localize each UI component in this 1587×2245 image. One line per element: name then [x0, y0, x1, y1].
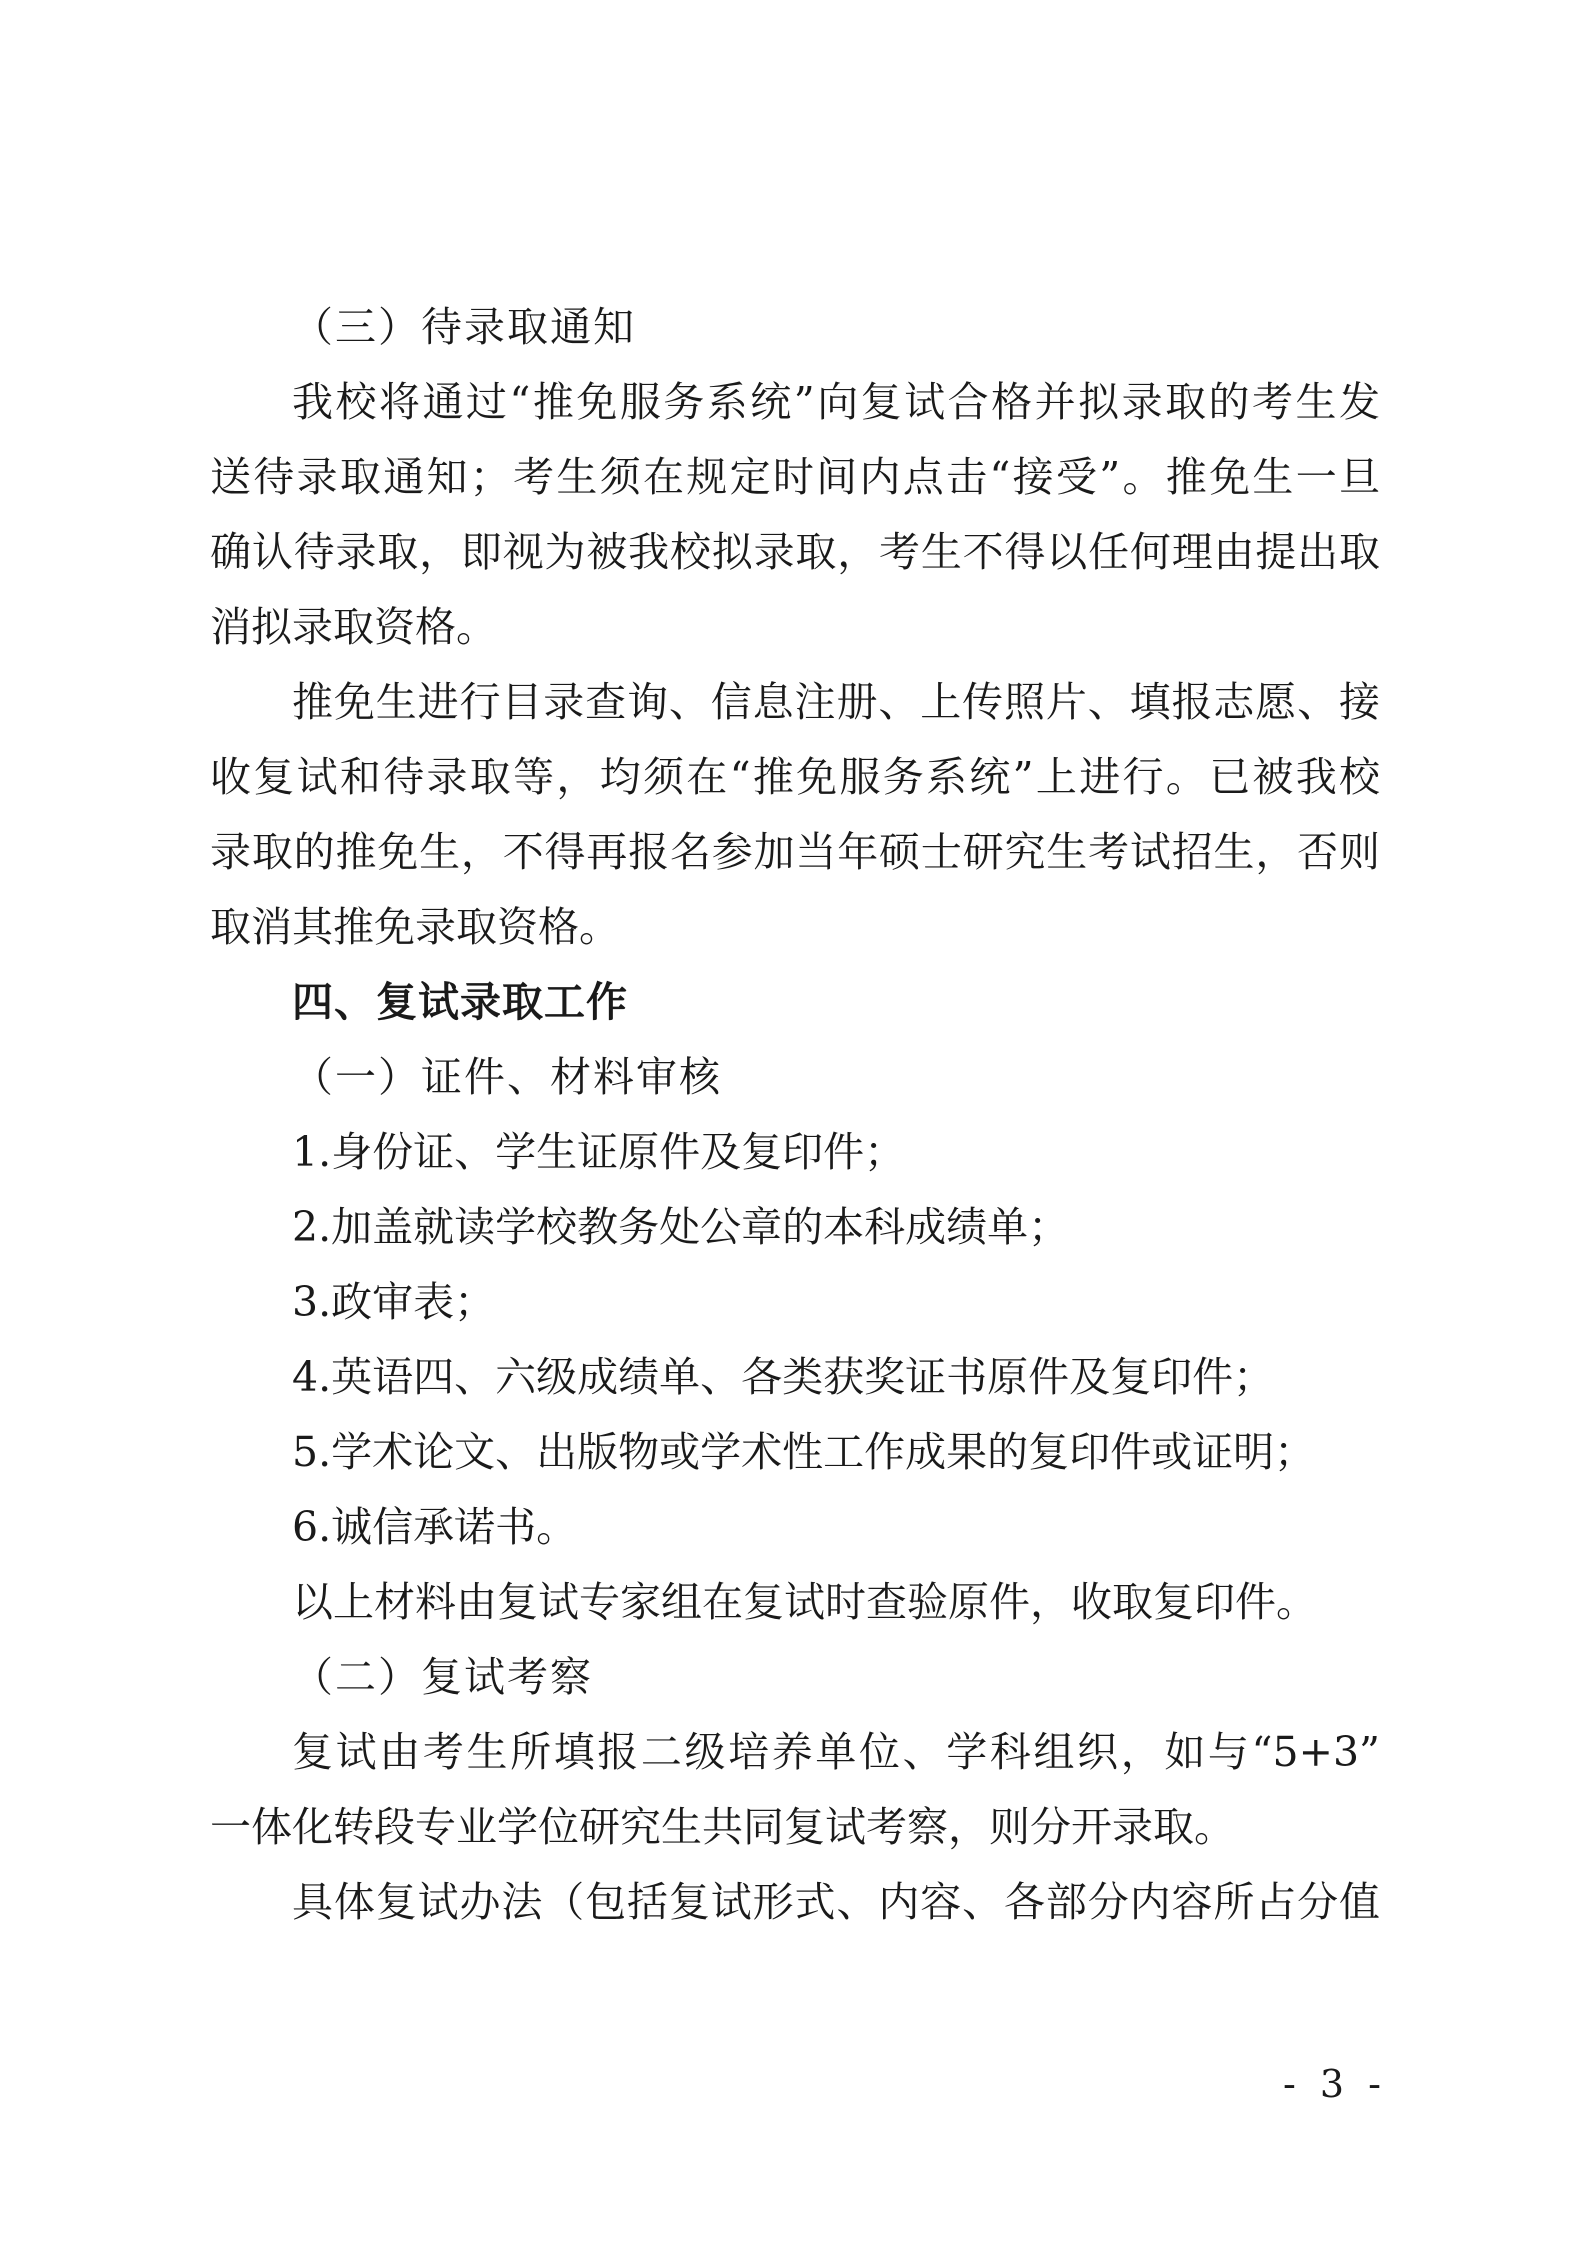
- list-item: 4.英语四、六级成绩单、各类获奖证书原件及复印件；: [292, 1353, 1275, 1401]
- paragraph-line: 录取的推免生，不得再报名参加当年硕士研究生考试招生，否则: [210, 828, 1380, 876]
- list-item: 3.政审表；: [292, 1278, 496, 1326]
- list-item: 以上材料由复试专家组在复试时查验原件，收取复印件。: [292, 1578, 1317, 1626]
- subheading-retest-assessment: （二）复试考察: [292, 1653, 593, 1701]
- subheading-document-review: （一）证件、材料审核: [292, 1053, 722, 1101]
- paragraph-retest-method: [210, 1865, 1380, 1940]
- paragraph-line: 一体化转段专业学位研究生共同复试考察，则分开录取。: [210, 1803, 1235, 1851]
- paragraph-line: 具体复试办法（包括复试形式、内容、各部分内容所占分值: [292, 1878, 1380, 1926]
- paragraph-line: 复试由考生所填报二级培养单位、学科组织，如与“5+3”: [292, 1728, 1380, 1776]
- list-item: 5.学术论文、出版物或学术性工作成果的复印件或证明；: [292, 1428, 1316, 1476]
- list-item: 1.身份证、学生证原件及复印件；: [292, 1128, 906, 1176]
- list-item: 2.加盖就读学校教务处公章的本科成绩单；: [292, 1203, 1070, 1251]
- paragraph-line: 推免生进行目录查询、信息注册、上传照片、填报志愿、接: [292, 678, 1380, 726]
- paragraph-line: 收复试和待录取等，均须在“推免服务系统”上进行。已被我校: [210, 753, 1380, 801]
- subheading-pending-admission: （三）待录取通知: [292, 303, 636, 351]
- paragraph-retest-organization: [210, 1715, 1380, 1865]
- paragraph-pending-admission: [210, 365, 1380, 665]
- document-body: [210, 290, 1380, 1940]
- paragraph-line: 消拟录取资格。: [210, 603, 497, 651]
- paragraph-line: 送待录取通知；考生须在规定时间内点击“接受”。推免生一旦: [210, 453, 1380, 501]
- list-item: 6.诚信承诺书。: [292, 1503, 578, 1551]
- section-heading-retest: 四、复试录取工作: [292, 978, 628, 1026]
- paragraph-system-usage: [210, 665, 1380, 965]
- page-number: - 3 -: [1282, 2062, 1387, 2106]
- paragraph-line: 取消其推免录取资格。: [210, 903, 620, 951]
- paragraph-line: 我校将通过“推免服务系统”向复试合格并拟录取的考生发: [292, 378, 1380, 426]
- paragraph-line: 确认待录取，即视为被我校拟录取，考生不得以任何理由提出取: [210, 528, 1380, 576]
